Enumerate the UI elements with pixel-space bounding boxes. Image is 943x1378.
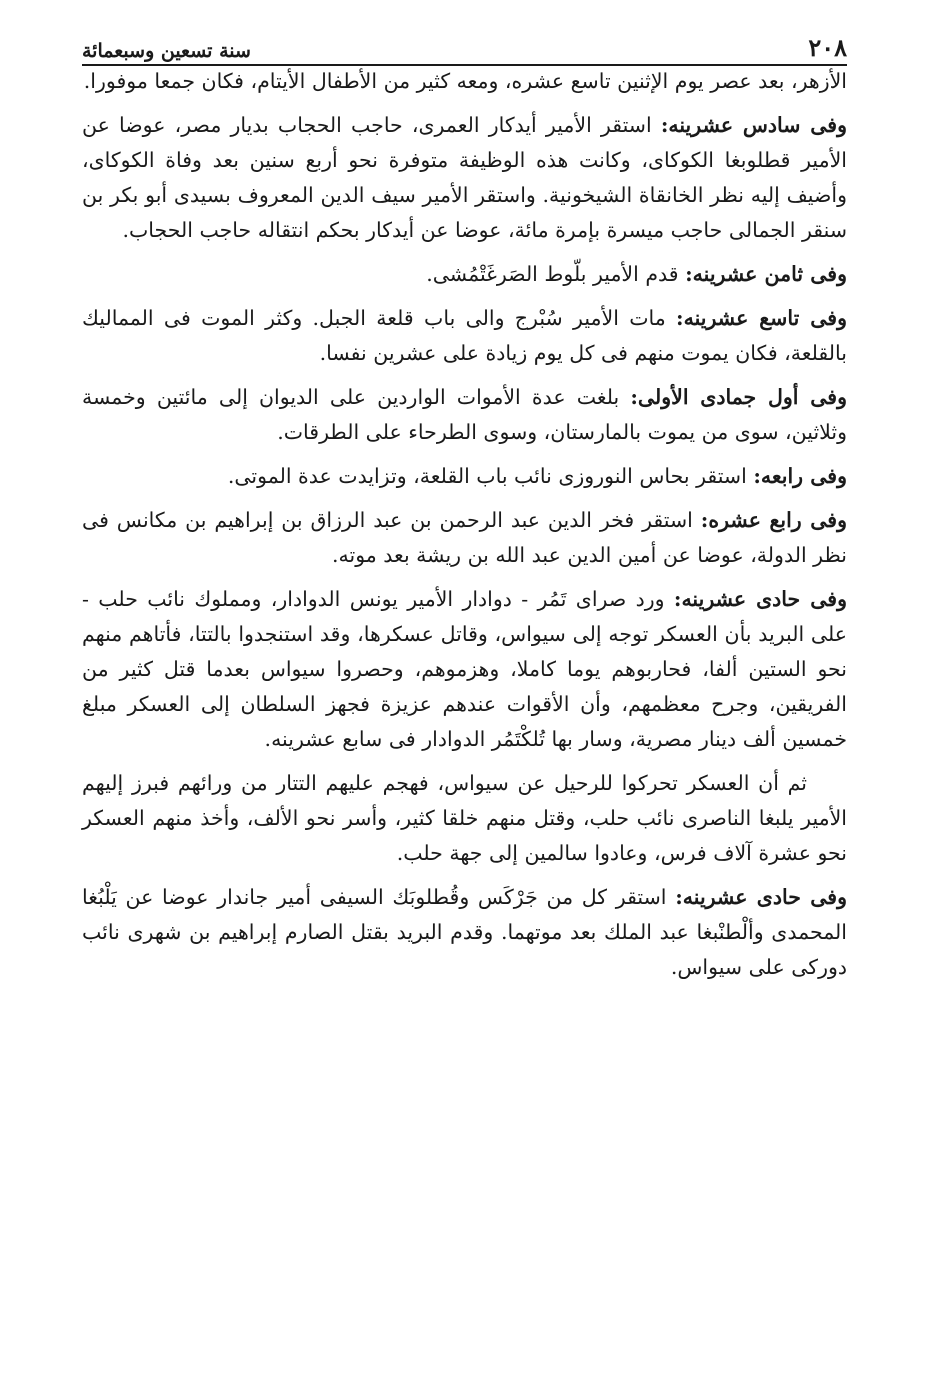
paragraph-text: ورد صراى تَمُر - دوادار الأمير يونس الدوادار، ومملوك نائب حلب - على البريد بأن العسكر توجه إلى سيواس، وقاتل عسكرها، وقد استنجدوا بالتتا، فأتاهم منهم نحو الستين ألفا، فحاربوهم يوما كاملا، وهزموهم، وحصروا سيواس بعدما قتل كثير من الفريقين، وجرح معظمهم، وأن الأقوات عندهم عزيزة فجهز السلطان إلى العسكر مبلغ خمسين ألف دينار مصرية، وسار بها تُلكْتَمُر الدوادار فى سابع عشرينه. [82,587,847,751]
paragraph [82,766,847,871]
paragraph-text: استقر الأمير أيدكار العمرى، حاجب الحجاب بديار مصر، عوضا عن الأمير قطلوبغا الكوكاى، وكانت هذه الوظيفة متوفرة نحو أربع سنين بعد وفاة الكوكاى، وأضيف إليه نظر الخانقاة الشيخونية. واستقر الأمير سيف الدين المعروف بسيدى أبو بكر بن سنقر الجمالى حاجب ميسرة بإمرة مائة، عوضا عن أيدكار بحكم انتقاله حاجب الحجاب. [82,113,847,242]
paragraph-text: استقر كل من جَرْكَس وقُطلوبَك السيفى أمير جاندار عوضا عن يَلْبُغا المحمدى وألْطنْبغا عبد الملك بعد موتهما. وقدم البريد بقتل الصارم إبراهيم بن شهرى نائب دوركى على سيواس. [82,885,847,979]
paragraph-lead: وفى حادى عشرينه: [673,587,847,611]
paragraph-text: استقر فخر الدين عبد الرحمن بن عبد الرزاق بن إبراهيم بن مكانس فى نظر الدولة، عوضا عن أمين الدين عبد الله بن ريشة بعد موته. [82,508,847,567]
paragraph-text: ثم أن العسكر تحركوا للرحيل عن سيواس، فهجم عليهم التتار من ورائهم فبرز إليهم الأمير يلبغا الناصرى نائب حلب، وقتل منهم خلقا كثير، وأسر نحو الألف، وأخذ منهم العسكر نحو عشرة آلاف فرس، وعادوا سالمين إلى جهة حلب. [82,771,847,865]
paragraph [82,459,847,494]
paragraph [82,257,847,292]
paragraph-lead: وفى ثامن عشرينه: [685,262,847,286]
page-number: ٢٠٨ [808,33,847,62]
paragraph-text: قدم الأمير بلّوط الصَرغَتْمُشى. [426,262,686,286]
paragraph-lead: وفى رابعه: [753,464,847,488]
paragraph [82,503,847,573]
paragraph [82,301,847,371]
paragraph-lead: وفى أول جمادى الأولى: [630,385,847,409]
paragraph [82,108,847,248]
paragraph [82,64,847,99]
paragraph-text: بلغت عدة الأموات الواردين على الديوان إلى مائتين وخمسة وثلاثين، سوى من يموت بالمارستان، وسوى الطرحاء على الطرقات. [82,385,847,444]
page-header [82,28,847,66]
paragraph [82,880,847,985]
paragraph-lead: وفى تاسع عشرينه: [676,306,847,330]
page-body [82,64,847,985]
paragraph-text: مات الأمير سُبْرج والى باب قلعة الجبل. وكثر الموت فى المماليك بالقلعة، فكان يموت منهم فى كل يوم زيادة على عشرين نفسا. [82,306,847,365]
paragraph-text: الأزهر، بعد عصر يوم الإثنين تاسع عشره، ومعه كثير من الأطفال الأيتام، فكان جمعا موفورا. [83,69,847,93]
paragraph-lead: وفى رابع عشره: [700,508,847,532]
paragraph-lead: وفى حادى عشرينه: [675,885,847,909]
paragraph [82,380,847,450]
paragraph [82,582,847,757]
running-title: سنة تسعين وسبعمائة [82,40,251,62]
paragraph-lead: وفى سادس عشرينه: [660,113,847,137]
paragraph-text: استقر بحاس النوروزى نائب باب القلعة، وتزايدت عدة الموتى. [227,464,754,488]
